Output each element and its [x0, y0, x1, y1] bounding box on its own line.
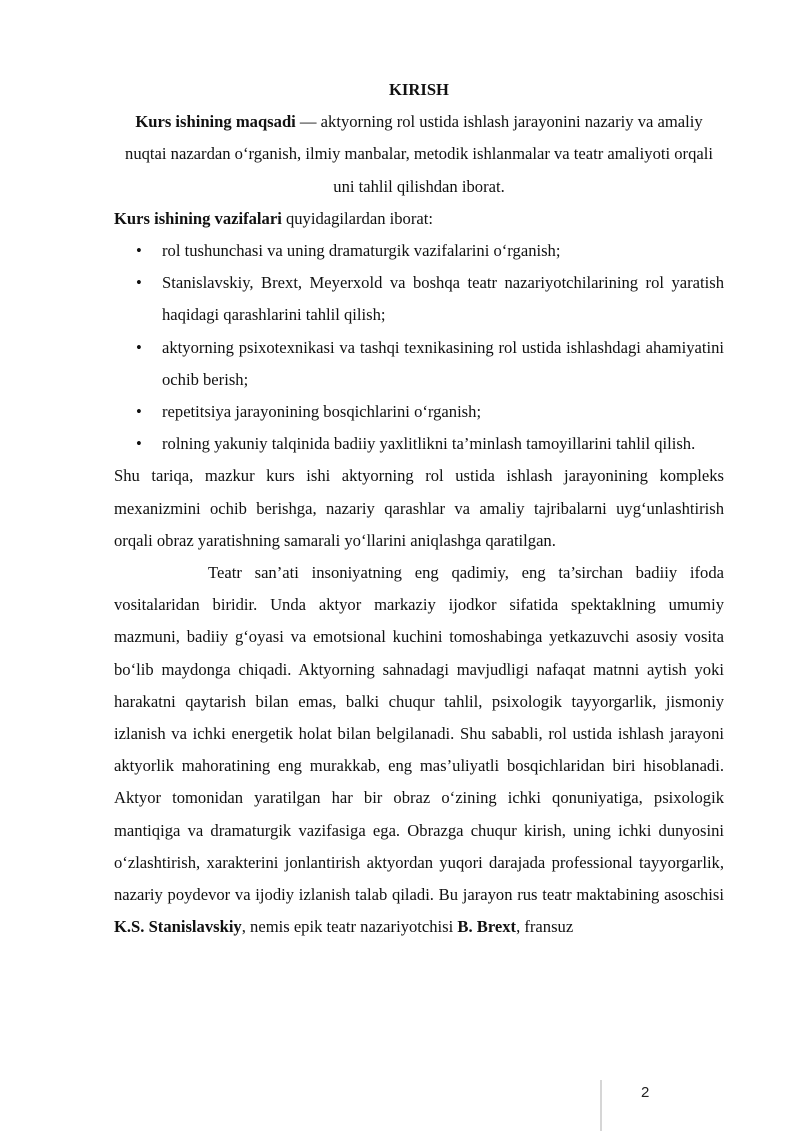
list-item: [114, 396, 724, 428]
purpose-label: Kurs ishining maqsadi: [135, 112, 296, 132]
page-number-divider: [600, 1080, 602, 1131]
tasks-text: quyidagilardan iborat:: [281, 208, 433, 228]
bullet-icon: •: [136, 337, 142, 357]
page-number: 2: [641, 1084, 650, 1101]
bullet-icon: •: [136, 434, 142, 454]
list-item: [114, 267, 724, 331]
tasks-intro: [114, 203, 724, 235]
page-title: KIRISH: [389, 80, 449, 99]
summary-paragraph: Shu tariqa, mazkur kurs ishi aktyorning rol ustida ishlash jarayonining kompleks mexanizmini ochib berishga, nazariy qarashlar va amaliy tajribalarni uyg‘unlashtirish orqali obraz yaratishning samarali yo‘llarini aniqlashga qaratilgan.: [114, 466, 724, 550]
body-text: , nemis epik teatr nazariyotchisi: [241, 917, 458, 937]
tasks-list: [114, 235, 724, 460]
list-item: [114, 235, 724, 267]
list-item-text: rolning yakuniy talqinida badiiy yaxlitlikni ta’minlash tamoyillarini tahlil qilish.: [162, 434, 696, 454]
body-paragraph: [114, 557, 724, 943]
body-text: Teatr san’ati insoniyatning eng qadimiy, eng ta’sirchan badiiy ifoda vositalaridan biridir. Unda aktyor markaziy ijodkor sifatida spektaklning umumiy mazmuni, badiiy g‘oyasi va emotsional kuchini tomoshabinga yetkazuvchi asosiy vosita bo‘lib maydonga chiqadi. Aktyorning sahnadagi mavjudligi nafaqat matnni aytish yoki harakatni qaytarish bilan emas, balki chuqur tahlil, psixologik tayyorgarlik, jismoniy izlanish va ichki energetik holat bilan belgilanadi. Shu sababli, rol ustida ishlash jarayoni aktyorlik mahoratining eng murakkab, eng mas’uliyatli bosqichlaridan biri hisoblanadi. Aktyor tomonidan yaratilgan har bir obraz o‘zining ichki qonuniyatiga, psixologik mantiqiga va dramaturgik vazifasiga ega. Obrazga chuqur kirish, uning ichki dunyosini o‘zlashtirish, xarakterini jonlantirish aktyordan yuqori darajada professional tayyorgarlik, nazariy poydevor va ijodiy izlanish talab qiladi. Bu jarayon rus teatr maktabining asoschisi: [114, 563, 724, 905]
list-item: [114, 332, 724, 396]
tasks-label: Kurs ishining vazifalari: [114, 208, 282, 228]
name-brext: B. Brext: [457, 917, 517, 937]
name-stanislavskiy: K.S. Stanislavskiy: [114, 917, 242, 937]
bullet-icon: •: [136, 273, 142, 293]
list-item-text: rol tushunchasi va uning dramaturgik vazifalarini o‘rganish;: [162, 241, 561, 261]
list-item-text: Stanislavskiy, Brext, Meyerxold va boshqa teatr nazariyotchilarining rol yaratish haqidagi qarashlarini tahlil qilish;: [162, 273, 724, 325]
bullet-icon: •: [136, 241, 142, 261]
bullet-icon: •: [136, 402, 142, 422]
list-item: [114, 428, 724, 460]
list-item-text: aktyorning psixotexnikasi va tashqi texnikasining rol ustida ishlashdagi ahamiyatini ochib berish;: [162, 337, 724, 389]
list-item-text: repetitsiya jarayonining bosqichlarini o‘rganish;: [162, 402, 482, 422]
body-text: , fransuz: [516, 917, 574, 937]
purpose-text: — aktyorning rol ustida ishlash jarayonini nazariy va amaliy nuqtai nazardan o‘rganish, ilmiy manbalar, metodik ishlanmalar va teatr amaliyoti orqali uni tahlil qilishdan iborat.: [125, 112, 713, 196]
document-page: [114, 74, 724, 943]
purpose-paragraph: [114, 106, 724, 203]
